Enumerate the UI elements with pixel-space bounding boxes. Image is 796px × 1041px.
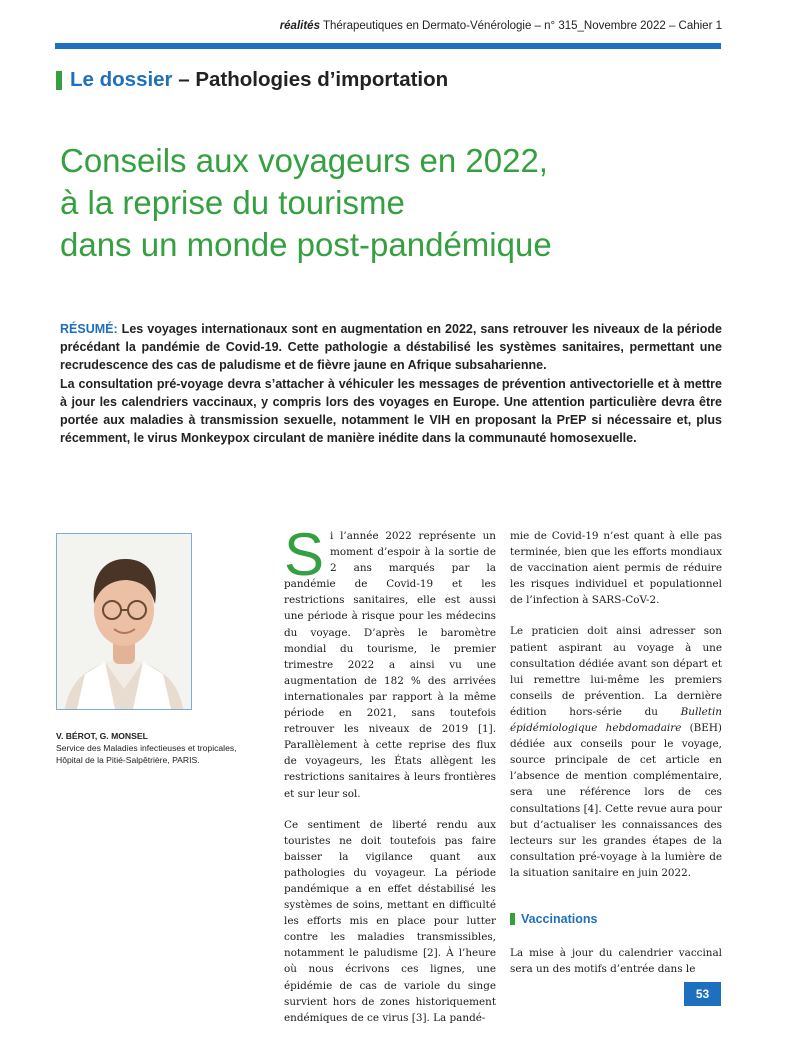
subheading <box>510 911 722 927</box>
title-line: à la reprise du tourisme <box>60 184 405 221</box>
body-text-italic: Bulletin épidémiologique hebdomadaire <box>510 705 722 735</box>
abstract-paragraph: La consultation pré-voyage devra s’attacher à véhiculer les messages de prévention antivectorielle et à mettre à jour les calendriers vaccinaux, y compris lors des voyages en Europe. Une attention particulière devra être portée aux maladies à transmission sexuelle, notamment le VIH en proposant la PrEP si nécessaire et, plus récemment, le virus Monkeypox circulant de manière inédite dans la communauté homosexuelle. <box>60 376 722 446</box>
article-title <box>60 140 740 266</box>
title-line: Conseils aux voyageurs en 2022, <box>60 142 548 179</box>
body-column-1 <box>284 521 496 1041</box>
header-rule <box>55 43 721 49</box>
author-portrait-illustration <box>57 534 191 709</box>
title-line: dans un monde post-pandémique <box>60 226 552 263</box>
body-text: i l’année 2022 représente un moment d’espoir à la sortie de 2 ans marqués par la pandémie de Covid-19 et les restrictions sanitaires, elle est aussi une période à risque pour les médecins du voyage. D’après le baromètre mondial du tourisme, le premier trimestre 2022 a ainsi vu une augmentation de 182 % des arrivées internationales par rapport à la même période en 2021, sans toutefois retrouver les niveaux de 2019 [1]. Parallèlement à cette reprise des flux de voyageurs, les États allègent les restrictions sanitaires à leurs frontières et sur leur sol. <box>284 530 496 800</box>
subheading-label: Vaccinations <box>521 911 598 926</box>
author-block <box>56 730 246 766</box>
abstract <box>60 320 722 447</box>
body-paragraph: mie de Covid-19 n’est quant à elle pas terminée, bien que les efforts mondiaux de vaccination aient permis de réduire les risques individuel et populationnel de l’infection à SARS-CoV-2. <box>510 530 722 607</box>
body-text: Le praticien doit ainsi adresser son patient aspirant au voyage à une consultation dédiée avant son départ et lui remettre lui-même les premiers conseils de prévention. La dernière édition hors-série du <box>510 625 722 718</box>
abstract-paragraph <box>60 320 722 375</box>
journal-issue: Thérapeutiques en Dermato-Vénérologie – n° 315_Novembre 2022 – Cahier 1 <box>319 20 722 32</box>
body-paragraph: Ce sentiment de liberté rendu aux touristes ne doit toutefois pas faire baisser la vigilance quant aux pathologies du voyageur. La période pandémique a en effet déstabilisé les systèmes de soins, mettant en difficulté les efforts mis en place pour lutter contre les maladies transmissibles, notamment le paludisme [2]. À l’heure où nous écrivons ces lignes, une épidémie de cas de variole du singe survient hors de zones historiquement endémiques de ce virus [3]. La pandé- <box>284 818 496 1024</box>
body-paragraph: La mise à jour du calendrier vaccinal sera un des motifs d’entrée dans le <box>510 947 722 976</box>
body-paragraph <box>284 521 496 802</box>
body-column-2 <box>510 528 722 992</box>
abstract-text: Les voyages internationaux sont en augmentation en 2022, sans retrouver les niveaux de la période précédant la pandémie de Covid-19. Cette pathologie a déstabilisé les systèmes sanitaires, permettant une recrudescence des cas de paludisme et de fièvre jaune en Afrique subsaharienne. <box>60 322 722 373</box>
section-marker <box>56 71 62 90</box>
author-photo <box>56 533 192 710</box>
body-text: (BEH) dédiée aux conseils pour le voyage, source principale de cet article en l’absence de mention complémentaire, sera une référence lors de ces consultations [4]. Cette revue aura pour but d’actualiser les connaissances des lecteurs sur les grandes étapes de la consultation pré-voyage à la lumière de la situation sanitaire en juin 2022. <box>510 722 722 879</box>
section-dossier-label: Le dossier <box>70 68 173 91</box>
body-paragraph <box>510 623 722 881</box>
subheading-marker <box>510 913 515 925</box>
drop-cap: S <box>284 521 325 588</box>
page-number: 53 <box>684 982 721 1006</box>
abstract-label: RÉSUMÉ: <box>60 322 118 336</box>
journal-header <box>60 20 722 32</box>
journal-brand: réalités <box>279 20 320 32</box>
section-topic: – Pathologies d’importation <box>172 68 449 91</box>
section-heading <box>56 68 448 92</box>
author-affiliation: Service des Maladies infectieuses et tropicales, Hôpital de la Pitié-Salpêtrière, PARIS. <box>56 743 237 765</box>
author-names: V. BÉROT, G. MONSEL <box>56 731 148 741</box>
